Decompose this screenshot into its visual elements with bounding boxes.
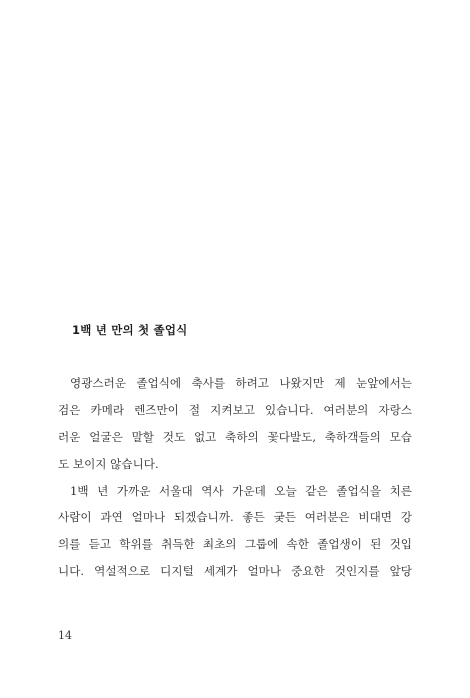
paragraph-1-line-1: 영광스러운 졸업식에 축사를 하려고 나왔지만 제 눈앞에서는	[70, 376, 412, 390]
paragraph-2-line-1: 1백 년 가까운 서울대 역사 가운데 오늘 같은 졸업식을 치른	[70, 483, 412, 498]
paragraph-2-line-3: 의를 듣고 학위를 취득한 최초의 그룹에 속한 졸업생이 된 것입	[58, 537, 412, 552]
paragraph-1-line-3: 러운 얼굴은 말할 것도 없고 축하의 꽃다발도, 축하객들의 모습	[58, 429, 412, 444]
section-heading: 1백 년 만의 첫 졸업식	[72, 323, 188, 337]
paragraph-1-line-2: 검은 카메라 렌즈만이 절 지켜보고 있습니다. 여러분의 자랑스	[58, 402, 412, 417]
paragraph-2-line-2: 사람이 과연 얼마나 되겠습니까. 좋든 궂든 여러분은 비대면 강	[58, 510, 412, 525]
page-number: 14	[58, 629, 72, 642]
body-text	[58, 373, 412, 588]
paragraph-2-line-4: 니다. 역설적으로 디지털 세계가 얼마나 중요한 것인지를 앞당	[58, 564, 412, 579]
paragraph-1-line-4: 도 보이지 않습니다.	[58, 456, 159, 471]
